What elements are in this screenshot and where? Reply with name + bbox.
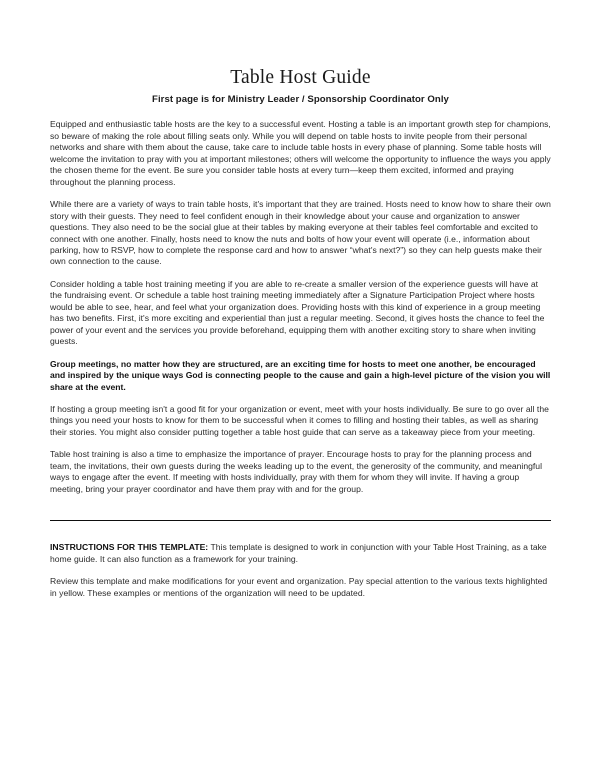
instructions-body: This template is designed to work in conjunction with your Table Host Training, as a take home guide. It can also function as a framework for your training. — [50, 542, 547, 564]
paragraph-1: Equipped and enthusiastic table hosts are the key to a successful event. Hosting a table is an important growth step for champions, so beware of making the role about filling seats only. While you will depend on table hosts to invite people from their personal networks and share with them about the cause, take care to include table hosts in every phase of planning. Some table hosts will welcome the invitation to pray with you at important milestones; others will welcome the opportunity to influence the ways you apply the chosen theme for the event. Be sure you consider table hosts at every turn—keep them excited, informed and praying throughout the planning process. — [50, 119, 551, 187]
paragraph-2: While there are a variety of ways to train table hosts, it's important that they are trained. Hosts need to know how to share their own story with their guests. They need to feel confident enough in their knowledge about your cause and organization to answer questions. They also need to be the social glue at their tables by making everyone at their tables feel comfortable and excited to connect with one another. Finally, hosts need to know the nuts and bolts of how your event will operate (i.e., information about parking, how to RSVP, how to complete the response card and how to answer “what's next?”) so they can help guests make their own connection to the cause. — [50, 199, 551, 267]
body-text-block — [50, 105, 551, 495]
page-subtitle: First page is for Ministry Leader / Sponsorship Coordinator Only — [152, 94, 449, 106]
paragraph-6: Table host training is also a time to emphasize the importance of prayer. Encourage hosts to pray for the planning process and team, the invitations, their own guests during the weeks leading up to the event, the generosity of the community, and meaningful ways to engage after the event. If meeting with hosts individually, pray with them for whom they will invite. If having a group meeting, bring your prayer coordinator and have them pray with and for the group. — [50, 449, 542, 494]
paragraph-5: If hosting a group meeting isn't a good fit for your organization or event, meet with your hosts individually. Be sure to go over all the things you need your hosts to know for them to be successful when it comes to filling and hosting their tables, as well as sharing their stories. You might also consider putting together a table host guide that can serve as a takeaway piece from your meeting. — [50, 403, 549, 437]
page-title: Table Host Guide — [230, 67, 371, 88]
paragraph-3: Consider holding a table host training meeting if you are able to re-create a smaller version of the experience guests will have at the fundraising event. Or schedule a table host training meeting immediately after a Signature Participation Project where hosts would be able to see, hear, and feel what your organization does. Providing hosts with this kind of experience in a group meeting has two benefits. First, it's more exciting and experiential than just a regular meeting. Second, it gives hosts the chance to feel the power of your event and the services you provide beforehand, equipping them with another exciting story to share when inviting guests. — [50, 278, 545, 347]
instructions-section — [50, 521, 551, 599]
paragraph-4-emphasis: Group meetings, no matter how they are structured, are an exciting time for hosts to meet one another, be encouraged and inspired by the unique ways God is connecting people to the cause and gain a high-level picture of the vision you will share at the event. — [50, 358, 551, 392]
section-divider-wrapper — [50, 506, 551, 521]
instructions-paragraph — [50, 542, 551, 565]
document-content — [50, 0, 551, 610]
instructions-label: INSTRUCTIONS FOR THIS TEMPLATE: — [50, 542, 209, 553]
instructions-followup-paragraph: Review this template and make modifications for your event and organization. Pay special attention to the various texts highlighted in yellow. These examples or mentions of the organization will need to be updated. — [50, 576, 548, 598]
